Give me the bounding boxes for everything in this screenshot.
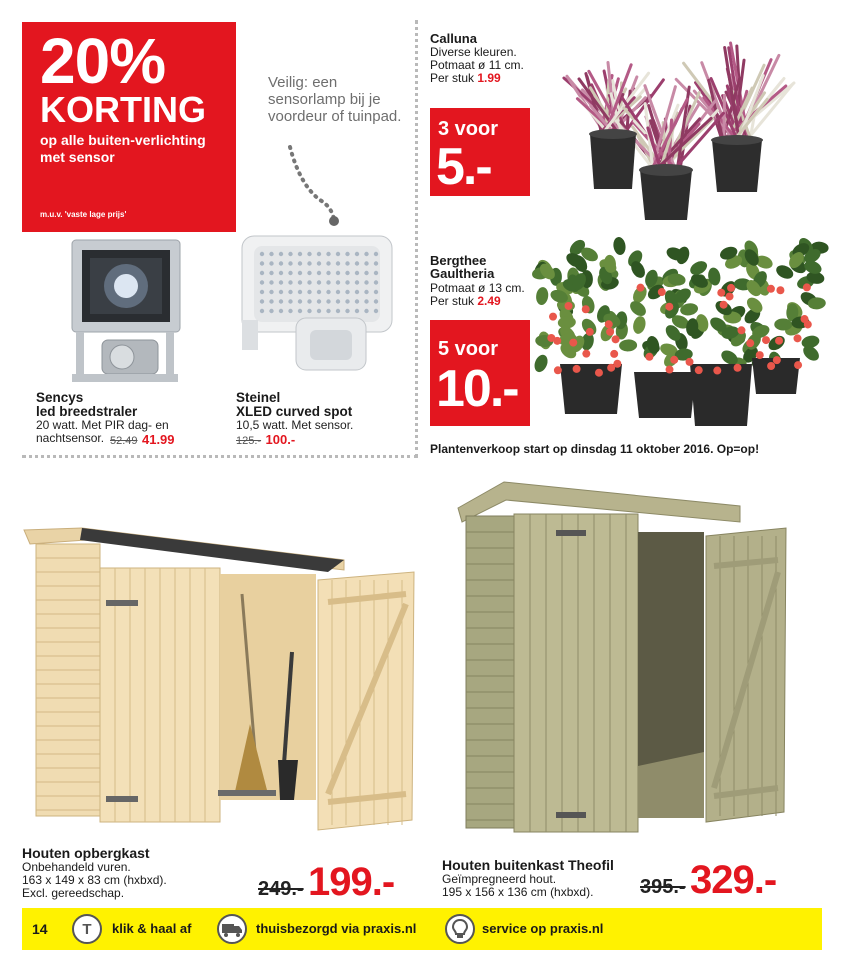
plant-1-desc-line2: Potmaat ø 11 cm. [430,58,524,72]
plant-2-name-line2: Gaultheria [430,266,495,281]
shed-1-title: Houten opbergkast [22,845,150,861]
light-1-old-price: 52.49 [110,435,138,447]
plant-2-per-piece-price: 2.49 [477,294,501,308]
storage-cabinet-image [22,524,422,834]
plant-1-per-piece [430,72,501,85]
lightbulb-icon [444,914,476,944]
plant-1-deal-count: 3 voor [438,118,499,140]
plant-2-per-piece-label: Per stuk [430,294,475,308]
delivery-truck-icon [216,914,248,944]
light-1-description: 20 watt. Met PIR dag- en nachtsensor. [36,418,169,445]
pickup-icon [72,914,102,944]
light-2-name: XLED curved spot [236,404,353,419]
callout-pointer [280,145,360,235]
discount-percent: 20% [40,25,166,97]
footer-home-delivery[interactable]: thuisbezorgd via praxis.nl [256,921,417,936]
shed-1-new-price: 199.- [308,860,395,904]
plant-2-deal-count: 5 voor [438,338,499,360]
plant-2-per-piece [430,295,501,308]
light-2-description: 10,5 watt. Met sensor. [236,418,354,432]
gaultheria-plants-image [530,236,830,432]
shed-2-old-price: 395.- [640,876,686,898]
shed-2-desc-line2: 195 x 156 x 136 cm (hxbxd). [442,885,594,899]
light-2-old-price: 125.- [236,435,262,447]
plant-1-per-piece-label: Per stuk [430,71,475,85]
plant-2-deal-badge [430,320,530,426]
light-1-price [110,431,175,449]
light-2-new-price: 100.- [265,432,296,447]
shed-2-title: Houten buitenkast Theofil [442,857,614,873]
plant-2-name-line1: Bergthee [430,253,487,268]
discount-note: m.u.v. 'vaste lage prijs' [40,210,127,219]
shed-1-old-price: 249.- [258,878,304,900]
led-spot-image [236,232,396,382]
page-number: 14 [32,921,48,937]
plant-1-deal-price: 5.- [436,138,491,196]
discount-description: op alle buiten-verlichting met sensor [40,132,206,165]
plant-1-deal-badge [430,108,530,196]
plant-1-name: Calluna [430,31,477,46]
outdoor-shed-image [456,476,802,836]
plant-2-deal-price: 10.- [436,360,518,418]
plant-2-desc: Potmaat ø 13 cm. [430,281,525,295]
shed-2-desc-line1: Geïmpregneerd hout. [442,872,557,886]
footer-service[interactable]: service op praxis.nl [482,921,604,936]
plant-1-desc-line1: Diverse kleuren. [430,45,517,59]
discount-word: KORTING [40,89,206,130]
light-2-price [236,431,295,449]
shed-1-desc-line1: Onbehandeld vuren. [22,860,131,874]
footer-click-collect[interactable]: klik & haal af [112,921,192,936]
light-1-brand: Sencys [36,390,84,405]
shed-2-new-price: 329.- [690,858,777,902]
plant-1-per-piece-price: 1.99 [477,71,501,85]
light-1-name: led breedstraler [36,404,138,419]
light-2-brand: Steinel [236,390,281,405]
light-1-new-price: 41.99 [141,432,175,447]
floodlight-image [62,236,187,386]
shed-1-desc-line3: Excl. gereedschap. [22,886,125,900]
shed-1-desc-line2: 163 x 149 x 83 cm (hxbxd). [22,873,167,887]
calluna-plants-image [540,14,830,224]
pickup-icon-letter: T [82,920,92,938]
plant-sale-note: Plantenverkoop start op dinsdag 11 oktober 2016. Op=op! [430,442,760,456]
safety-callout: Veilig: een sensorlamp bij je voordeur of tuinpad. [268,74,402,125]
